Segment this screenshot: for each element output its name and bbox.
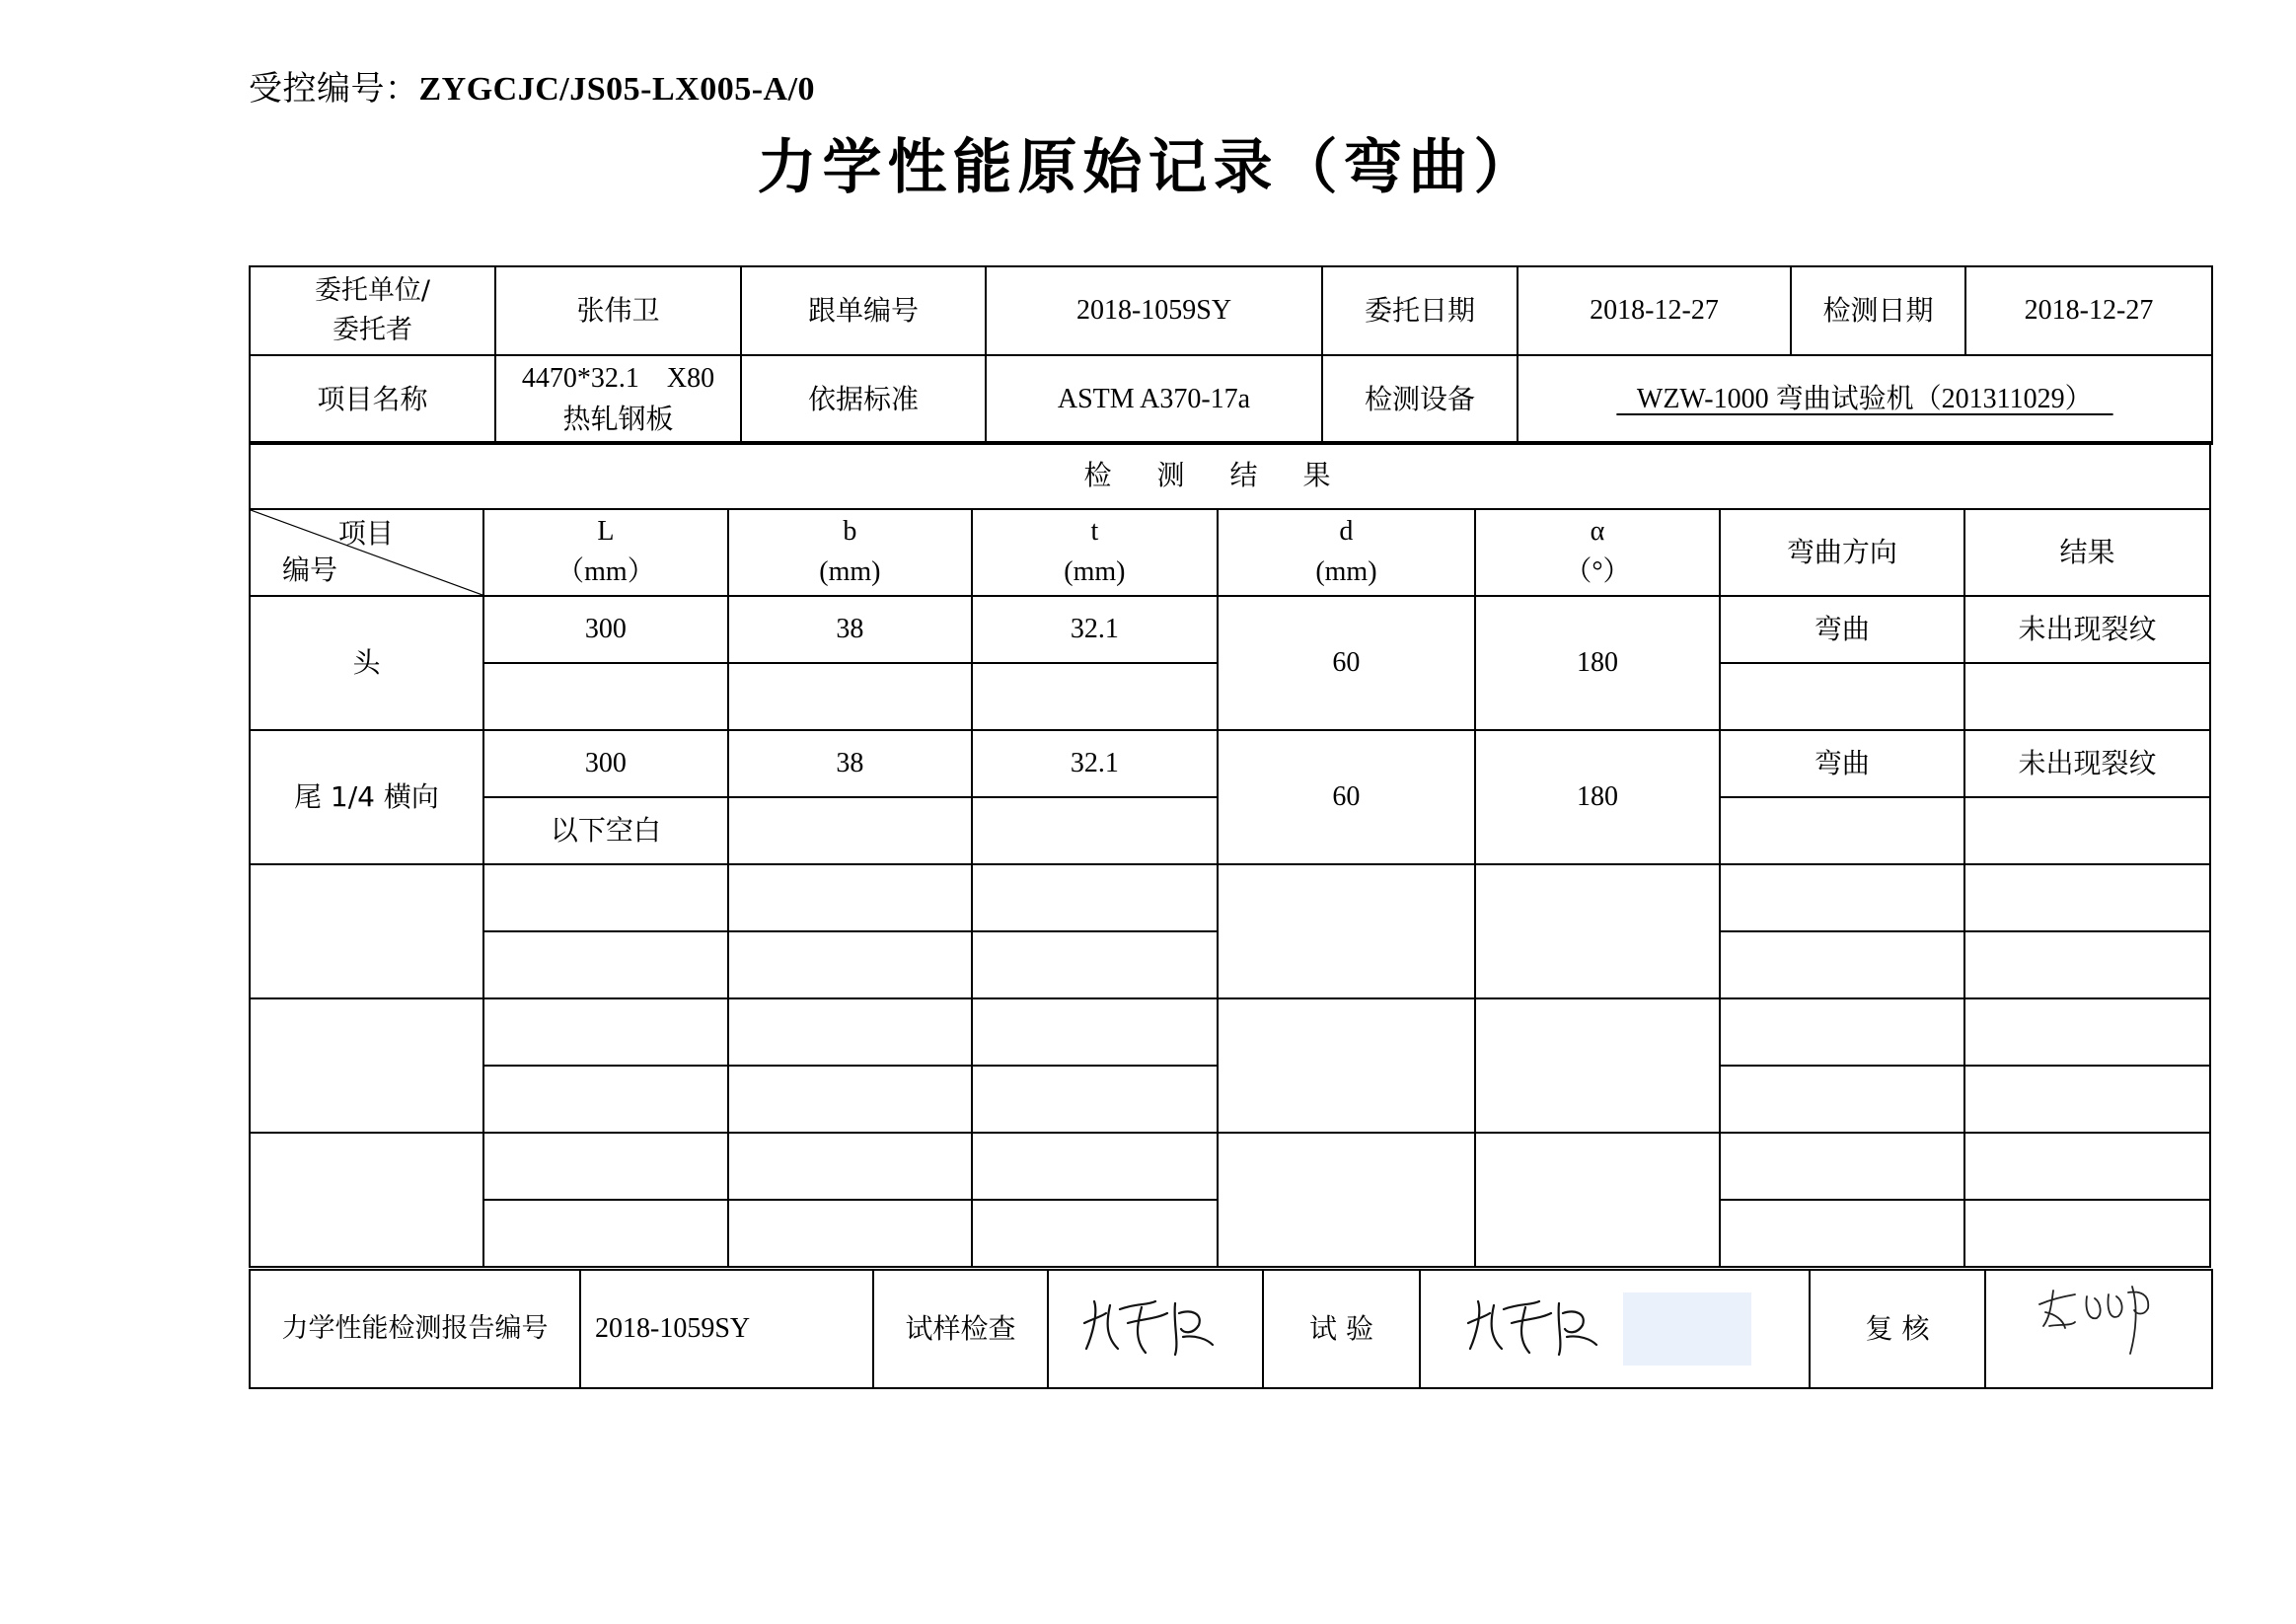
col-d-unit: (mm) [1315,556,1377,587]
cell-b [728,663,972,730]
cell-direction [1720,1200,1964,1267]
cell-L [483,864,728,931]
cell-t: 32.1 [972,730,1218,797]
cell-alpha: 180 [1475,730,1720,864]
cell-t [972,998,1218,1066]
cell-direction: 弯曲 [1720,730,1964,797]
document-title: 力学性能原始记录（弯曲） [757,133,1539,202]
cell-result [1964,797,2210,864]
equipment-value [1518,355,2212,444]
cell-result [1964,1133,2210,1200]
cell-b [728,864,972,931]
review-label: 复 核 [1810,1270,1985,1388]
specimen-id [250,1133,483,1267]
cell-b [728,1066,972,1133]
cell-t: 32.1 [972,596,1218,663]
standard-value: ASTM A370-17a [986,355,1322,444]
specimen-id [250,998,483,1133]
col-b [728,509,972,596]
col-alpha [1475,509,1720,596]
control-number [249,61,815,110]
equipment-text: WZW-1000 弯曲试验机（201311029） [1616,383,2113,414]
col-t-unit: (mm) [1064,556,1126,587]
col-L-symbol: L [597,516,615,548]
cell-d: 60 [1218,596,1475,730]
col-b-symbol: b [843,516,857,548]
client-value: 张伟卫 [495,266,741,355]
cell-d [1218,1133,1475,1267]
cell-t [972,931,1218,998]
cell-b [728,1133,972,1200]
entrust-date-label: 委托日期 [1322,266,1518,355]
sample-check-signature [1048,1270,1263,1388]
sample-check-label: 试样检查 [873,1270,1048,1388]
track-no-label: 跟单编号 [741,266,986,355]
specimen-id: 头 [250,596,483,730]
specimen-id [250,864,483,998]
report-no-label: 力学性能检测报告编号 [250,1270,580,1388]
results-banner: 检测结果 [250,442,2210,509]
cell-direction [1720,663,1964,730]
info-table [249,265,2213,445]
signature-table [249,1269,2213,1389]
report-no-value: 2018-1059SY [580,1270,873,1388]
control-number-label: 受控编号： [249,69,419,109]
cell-result [1964,931,2210,998]
cell-t [972,663,1218,730]
standard-label: 依据标准 [741,355,986,444]
signature-test [1460,1284,1618,1363]
cell-alpha [1475,998,1720,1133]
cell-result [1964,1066,2210,1133]
cell-d [1218,864,1475,998]
test-date-label: 检测日期 [1791,266,1965,355]
cell-direction [1720,864,1964,931]
test-date-value: 2018-12-27 [1965,266,2212,355]
track-no-value: 2018-1059SY [986,266,1322,355]
cell-b [728,1200,972,1267]
cell-direction: 弯曲 [1720,596,1964,663]
cell-L: 300 [483,596,728,663]
cell-L [483,931,728,998]
cell-result [1964,663,2210,730]
equipment-label: 检测设备 [1322,355,1518,444]
results-table [249,441,2211,1268]
diag-top-label: 项目 [337,517,394,550]
cell-t [972,864,1218,931]
cell-alpha [1475,864,1720,998]
diagonal-header-cell [250,509,483,596]
review-signature [1985,1270,2212,1388]
cell-direction [1720,1133,1964,1200]
cell-alpha [1475,1133,1720,1267]
cell-b [728,931,972,998]
item-value-line1: 4470*32.1 X80 [521,363,715,395]
cell-d [1218,998,1475,1133]
table-row [250,1133,2210,1200]
cell-b [728,797,972,864]
signature-review [2020,1277,2178,1356]
col-direction: 弯曲方向 [1720,509,1964,596]
cell-L: 以下空白 [483,797,728,864]
cell-direction [1720,931,1964,998]
col-L-unit: （mm） [556,556,655,587]
cell-L [483,663,728,730]
col-t [972,509,1218,596]
col-result: 结果 [1964,509,2210,596]
item-label: 项目名称 [250,355,495,444]
cell-d: 60 [1218,730,1475,864]
signature-sample-check [1076,1284,1234,1363]
cell-t [972,1200,1218,1267]
cell-alpha: 180 [1475,596,1720,730]
table-row [250,730,2210,797]
diag-bottom-label: 编号 [282,554,338,587]
cell-t [972,1133,1218,1200]
cell-t [972,797,1218,864]
cell-L: 300 [483,730,728,797]
control-number-value: ZYGCJC/JS05-LX005-A/0 [418,71,816,108]
cell-L [483,1066,728,1133]
col-d [1218,509,1475,596]
client-label: 委托单位/ 委托者 [250,266,495,355]
test-label: 试 验 [1263,1270,1420,1388]
cell-direction [1720,797,1964,864]
col-alpha-unit: （°） [1564,556,1631,587]
cell-result: 未出现裂纹 [1964,730,2210,797]
table-row [250,864,2210,931]
item-value-line2: 热轧钢板 [562,403,674,435]
cell-L [483,1133,728,1200]
cell-result [1964,864,2210,931]
col-d-symbol: d [1339,516,1354,548]
cell-L [483,1200,728,1267]
item-value [495,355,741,444]
cell-b: 38 [728,730,972,797]
cell-direction [1720,1066,1964,1133]
test-signature [1420,1270,1810,1388]
cell-b [728,998,972,1066]
cell-result: 未出现裂纹 [1964,596,2210,663]
col-alpha-symbol: α [1590,516,1605,548]
col-b-unit: (mm) [819,556,881,587]
col-L [483,509,728,596]
entrust-date-value: 2018-12-27 [1518,266,1791,355]
cell-direction [1720,998,1964,1066]
col-t-symbol: t [1090,516,1099,548]
cell-L [483,998,728,1066]
cell-result [1964,998,2210,1066]
cell-b: 38 [728,596,972,663]
redaction-box [1623,1292,1751,1366]
table-row [250,998,2210,1066]
specimen-id: 尾 1/4 横向 [250,730,483,864]
cell-t [972,1066,1218,1133]
cell-result [1964,1200,2210,1267]
table-row [250,596,2210,663]
